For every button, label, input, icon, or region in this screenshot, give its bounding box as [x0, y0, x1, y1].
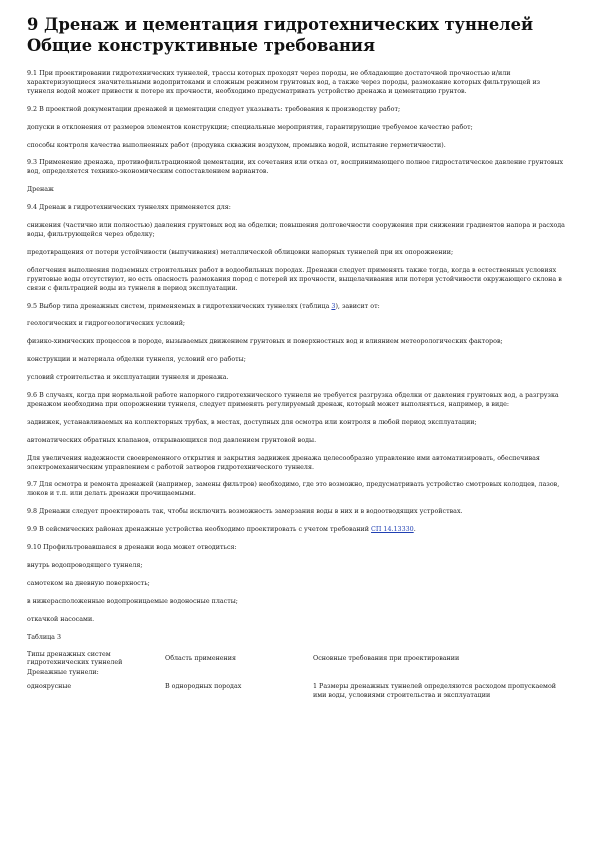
paragraph-operation-conditions: условий строительства и эксплуатации туннеля и дренажа.: [27, 374, 229, 382]
table-section-label: Дренажные туннели:: [27, 668, 99, 676]
table-header-row: [27, 651, 568, 668]
paragraph-9-10: 9.10 Профильтровавшаяся в дренажи вода может отводиться:: [27, 544, 237, 552]
table-cell: 1 Размеры дренажных туннелей определяются расходом пропускаемой ими воды, условиями строительства и эксплуатации: [313, 683, 557, 699]
paragraph-quality-control: способы контроля качества выполненных работ (продувка скважин воздухом, промывка водой, испытание герметичности).: [27, 141, 446, 149]
paragraph-construction-works: облегчения выполнения подземных строительных работ в водообильных породах. Дренажи следует применять также тогда, когда в естественных условиях грунтовые воды отсутствуют, но есть опасность размокания пород с потерей их прочности, выщелачивания или потери устойчивости окружающего склона в связи с фильтрацией воды из туннеля в период эксплуатации.: [27, 266, 562, 292]
table-header-cell: Типы дренажных систем гидротехнических туннелей: [27, 650, 123, 667]
table-caption: Таблица 3: [27, 633, 62, 641]
paragraph-9-6: 9.6 В случаях, когда при нормальной работе напорного гидротехнического туннеля не требуется разгрузка обделки от давления грунтовых вод, а разгрузка дренажом необходима при опорожнении туннеля, следует применять регулируемый дренаж, который может выполняться, например, в виде:: [27, 392, 559, 408]
table-cell: В однородных породах: [165, 683, 242, 691]
paragraph-9-5-text: 9.5 Выбор типа дренажных систем, применяемых в гидротехнических туннелях (таблица: [27, 302, 332, 310]
drainage-systems-table: [27, 651, 568, 701]
paragraph-geology: геологических и гидрогеологических условий;: [27, 320, 186, 328]
table-3-link[interactable]: 3: [331, 302, 336, 310]
paragraph-physical-processes: физико-химических процессов в породе, вызываемых движением грунтовых и поверхностных вод и влиянием метеорологических факторов;: [27, 338, 503, 346]
paragraph-9-9-text-end: .: [413, 526, 416, 534]
paragraph-check-valves: автоматических обратных клапанов, открывающихся под давлением грунтовой воды.: [27, 436, 317, 444]
paragraph-valves: задвижек, устанавливаемых на коллекторных трубах, в местах, доступных для осмотра или контроля в любой период эксплуатации;: [27, 418, 477, 426]
paragraph-9-9: [27, 526, 568, 535]
table-header-cell: Основные требования при проектировании: [313, 654, 460, 662]
paragraph-9-3: 9.3 Применение дренажа, противофильтрационной цементации, их сочетания или отказ от, воспринимающего полное гидростатическое давление грунтовых вод, определяется технико-экономическим сопоставлением вариантов.: [27, 159, 564, 176]
table-cell: одноярусные: [27, 683, 72, 691]
sp-14-13330-link[interactable]: СП 14.13330: [371, 526, 414, 534]
table-header-cell: Область применения: [165, 654, 237, 662]
paragraph-stability: предотвращения от потери устойчивости (выпучивания) металлической облицовки напорных туннелей при их опорожнении;: [27, 248, 454, 256]
paragraph-9-5-text-end: ), зависит от:: [335, 302, 380, 310]
page-title: 9 Дренаж и цементация гидротехнических туннелей Общие конструктивные требования: [27, 15, 534, 55]
list-item-aquifers: в нижерасположенные водопроницаемые водоносные пласты;: [27, 597, 238, 605]
paragraph-9-9-text: 9.9 В сейсмических районах дренажные устройства необходимо проектировать с учетом требований: [27, 526, 372, 534]
paragraph-pressure-reduction: снижения (частично или полностью) давления грунтовых вод на обделки; повышения долговечности сооружения при снижении градиентов напора и расхода воды, фильтрующейся через обделку;: [27, 222, 565, 238]
paragraph-9-4: 9.4 Дренаж в гидротехнических туннелях применяется для:: [27, 204, 231, 212]
list-item-gravity-flow: самотеком на дневную поверхность;: [27, 579, 150, 587]
paragraph-tolerances: допуски в отклонения от размеров элементов конструкции; специальные мероприятия, гарантирующие требуемое качество работ;: [27, 123, 473, 131]
paragraph-automation: Для увеличения надежности своевременного открытия и закрытия задвижек дренажа целесообразно управление ими автоматизировать, обеспечивая электромеханическим управлением с работой затворов гидротехнического туннеля.: [27, 454, 540, 471]
table-row: [27, 683, 568, 700]
paragraph-lining-design: конструкции и материала обделки туннеля, условий его работы;: [27, 356, 246, 364]
paragraph-9-7: 9.7 Для осмотра и ремонта дренажей (например, замены фильтров) необходимо, где это возможно, предусматривать устройство смотровых колодцев, лазов, люков и т.п. или делать дренажи прочищаемыми.: [27, 481, 560, 498]
list-item-pumping: откачкой насосами.: [27, 615, 95, 623]
paragraph-9-8: 9.8 Дренажи следует проектировать так, чтобы исключить возможность замерзания воды в них и в водоотводящих устройствах.: [27, 508, 463, 516]
list-item-inside-tunnel: внутрь водопроводящего туннеля;: [27, 562, 143, 569]
table-section-row: [27, 669, 568, 678]
paragraph-9-1: 9.1 При проектировании гидротехнических туннелей, трассы которых проходят через породы, не обладающие достаточной прочностью и/или характеризующиеся значительными водопритоками и сложным режимом грунтовых вод, а также через породы, размокание которых фильтрующей из туннеля водой может привести к потере их прочности, необходимо предусматривать устройство дренажа и цементацию грунтов.: [27, 70, 541, 95]
paragraph-9-2: 9.2 В проектной документации дренажей и цементации следует указывать: требования к производству работ;: [27, 105, 401, 113]
section-heading-drainage: Дренаж: [27, 186, 54, 194]
paragraph-9-5: [27, 303, 568, 312]
